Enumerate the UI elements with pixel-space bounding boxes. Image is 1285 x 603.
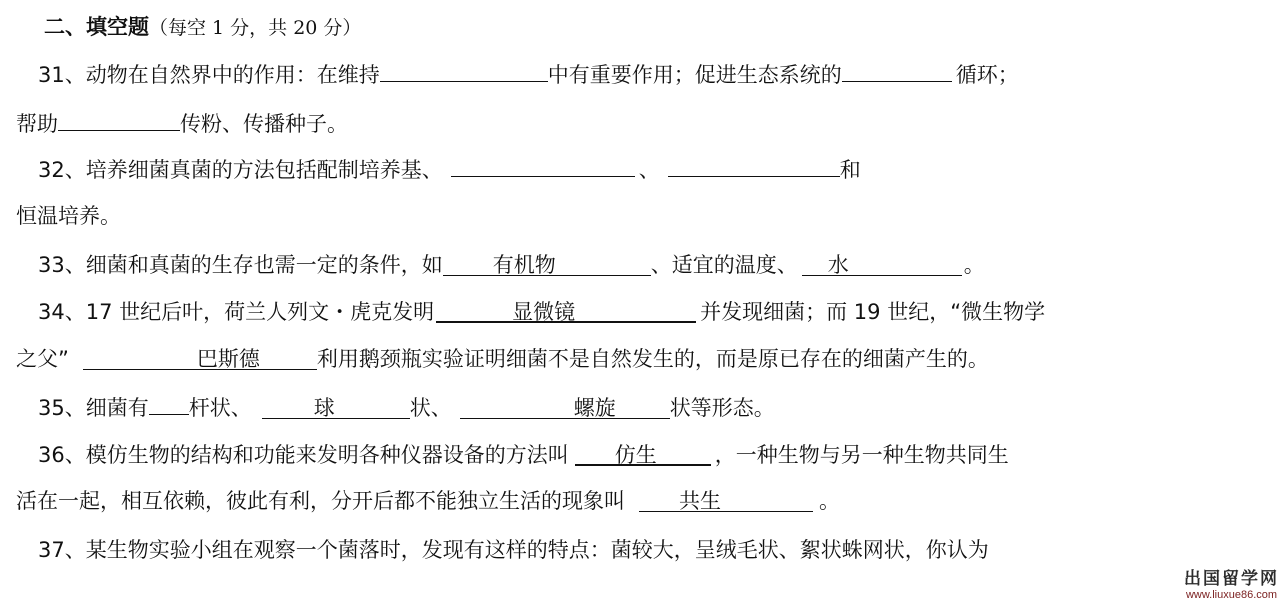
q35-text-2: 、 <box>230 396 252 420</box>
q36-blank-2 <box>639 490 813 512</box>
q34-answer-1: 显微镜 <box>512 300 576 324</box>
question-35 <box>38 393 775 423</box>
question-32-line-1 <box>38 155 861 185</box>
q34-blank-2 <box>83 348 317 370</box>
section-title: 二、填空题 <box>44 14 149 39</box>
q35-answer-3: 螺旋 <box>573 396 616 420</box>
site-watermark <box>1184 569 1279 601</box>
q34-text-3: 之父” <box>16 347 69 371</box>
question-34-line-1 <box>38 297 1045 327</box>
q33-blank-1 <box>443 254 651 276</box>
section-heading <box>44 12 361 42</box>
question-31-line-1 <box>38 60 1019 90</box>
q36-text-3: 活在一起，相互依赖，彼此有利，分开后都不能独立生活的现象叫 <box>16 489 625 513</box>
q33-text-1: 33、细菌和真菌的生存也需一定的条件，如 <box>38 253 443 277</box>
q31-text-2: 中有重要作用；促进生态系统的 <box>547 63 842 87</box>
q32-text-3: 和 <box>839 158 861 182</box>
q33-text-2: 、适宜的温度、 <box>650 253 798 277</box>
watermark-url: www.liuxue86.com <box>1185 589 1278 601</box>
q36-text-4: 。 <box>819 489 840 513</box>
q32-blank-1 <box>451 155 635 177</box>
q36-blank-1 <box>575 444 711 466</box>
q31-text-4: 帮助 <box>16 112 58 136</box>
q35-blank-1 <box>149 393 189 415</box>
q32-text-2: 、 <box>638 158 660 182</box>
watermark-title: 出国留学网 <box>1184 569 1279 589</box>
q32-text-1: 32、培养细菌真菌的方法包括配制培养基、 <box>38 158 443 182</box>
question-33 <box>38 250 985 280</box>
q34-answer-2: 巴斯德 <box>196 347 260 371</box>
q35-blank-3 <box>460 397 670 419</box>
q35-answer-2: 球 <box>313 396 335 420</box>
q35-text-1: 35、细菌有 <box>38 396 149 420</box>
q34-blank-1 <box>436 301 696 323</box>
question-34-line-2 <box>16 344 989 374</box>
q33-blank-2 <box>802 254 962 276</box>
q33-answer-2: 水 <box>827 253 849 277</box>
question-36-line-2 <box>16 486 840 516</box>
q36-answer-2: 共生 <box>679 489 721 513</box>
q35-text-4: 状等形态。 <box>669 396 775 420</box>
q34-text-1: 34、17 世纪后叶，荷兰人列文・虎克发明 <box>38 300 435 324</box>
q31-text-3: 循环； <box>955 63 1019 87</box>
q31-text-1: 31、动物在自然界中的作用：在维持 <box>38 63 380 87</box>
question-37 <box>38 535 989 565</box>
section-note: （每空 1 分，共 20 分） <box>149 17 362 39</box>
q34-text-4: 利用鹅颈瓶实验证明细菌不是自然发生的，而是原已存在的细菌产生的。 <box>316 347 989 371</box>
q31-blank-3 <box>58 109 180 131</box>
q35-blank-2 <box>262 397 410 419</box>
q36-answer-1: 仿生 <box>614 443 657 467</box>
q32-blank-2 <box>668 155 840 177</box>
q35-answer-1: 杆状 <box>188 396 231 420</box>
q33-answer-1: 有机物 <box>492 253 556 277</box>
question-32-line-2 <box>16 201 121 231</box>
q32-text-4: 恒温培养。 <box>16 204 121 228</box>
question-36-line-1 <box>38 440 1009 470</box>
q37-text-1: 37、某生物实验小组在观察一个菌落时，发现有这样的特点：菌较大，呈绒毛状、絮状蛛网状，你认为 <box>38 538 989 562</box>
q34-text-2: 并发现细菌；而 19 世纪，“微生物学 <box>700 300 1046 324</box>
q31-text-5: 传粉、传播种子。 <box>180 112 348 136</box>
q36-text-2: ，一种生物与另一种生物共同生 <box>714 443 1009 467</box>
q31-blank-1 <box>380 60 548 82</box>
q35-text-3: 状、 <box>409 396 452 420</box>
question-31-line-2 <box>16 109 348 139</box>
q31-blank-2 <box>842 60 952 82</box>
q36-text-1: 36、模仿生物的结构和功能来发明各种仪器设备的方法叫 <box>38 443 569 467</box>
q33-text-3: 。 <box>963 253 985 277</box>
